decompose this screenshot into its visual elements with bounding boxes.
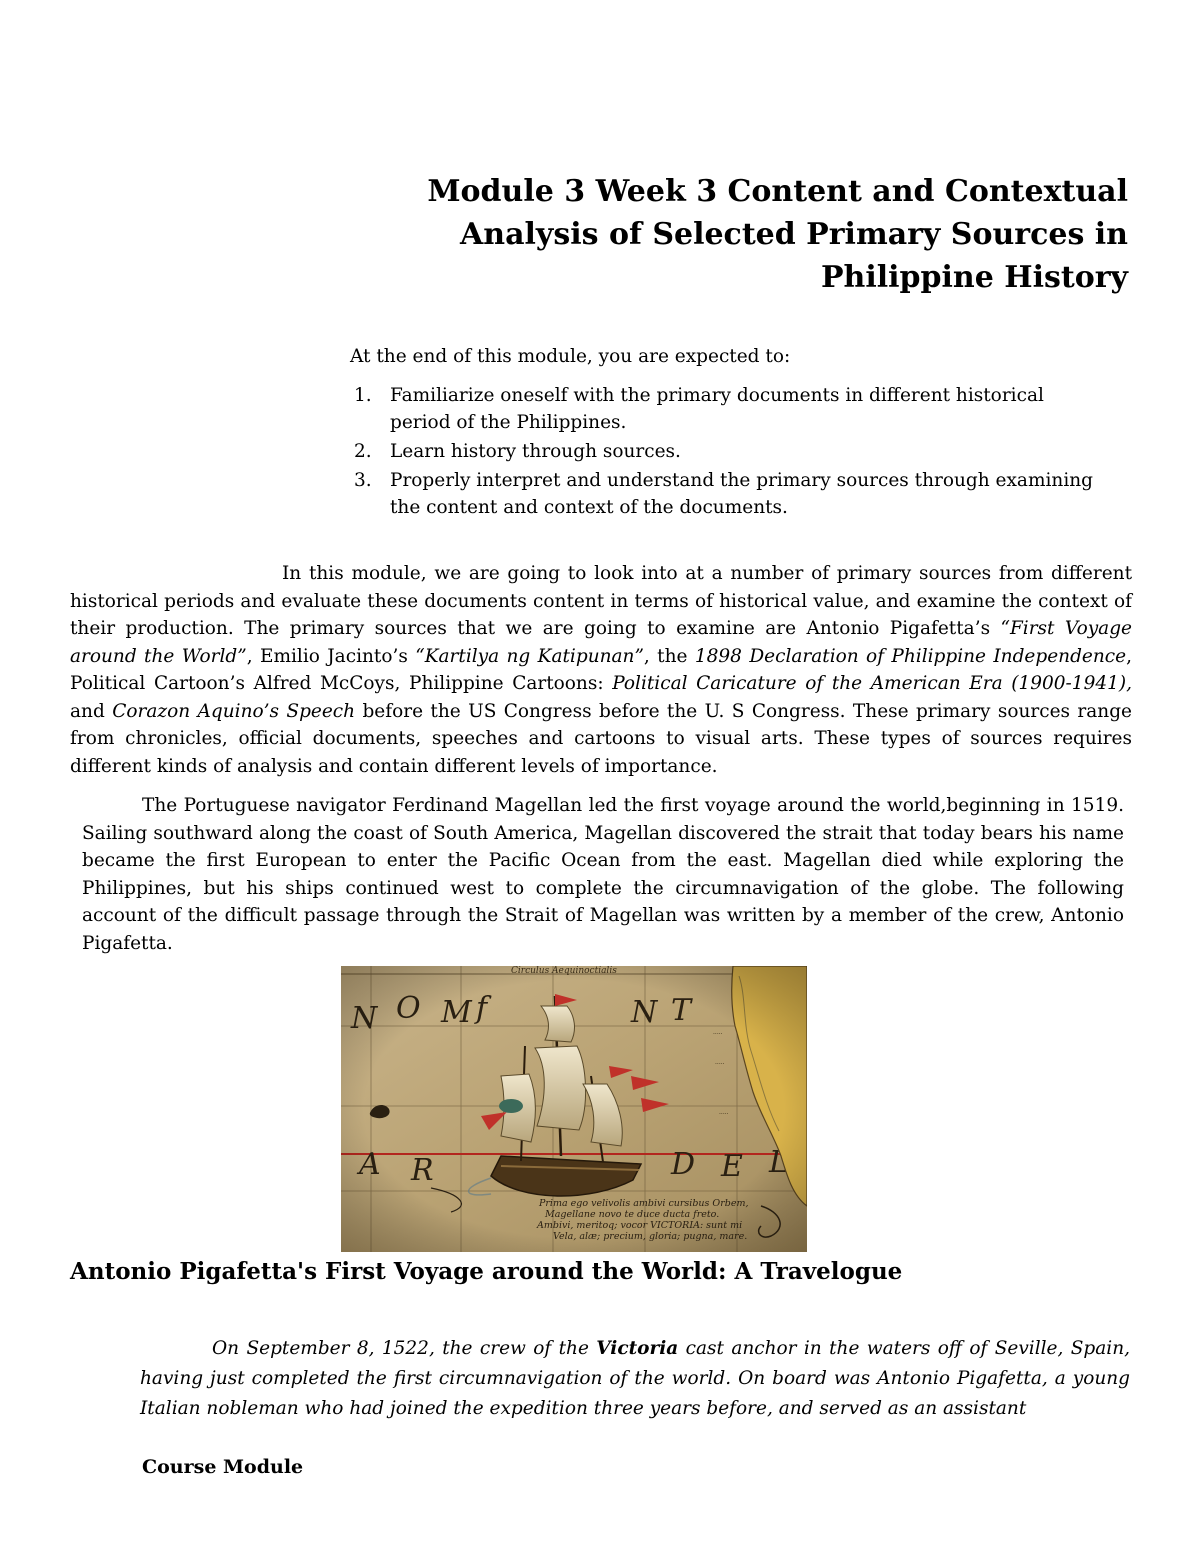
text-run: and: [70, 700, 113, 722]
paragraph-text: The Portuguese navigator Ferdinand Magellan led the first voyage around the world,beginning in 1519. Sailing southward along the coast of South America, Magellan discovered the strait that today bears his name became the first European to enter the Pacific Ocean from the east. Magellan died while exploring the Philippines, but his ships continued west to complete the circumnavigation of the globe. The following account of the difficult passage through the Strait of Magellan was written by a member of the crew, Antonio Pigafetta.: [82, 795, 1124, 954]
objectives-list: [350, 382, 1110, 521]
text-run: cast anchor in the waters off of Seville, Spain, having just completed the first circumnavigation of the world. On board was Antonio Pigafetta, a young Italian nobleman who had joined the expedition three years before, and served as an assistant: [140, 1338, 1130, 1419]
ship-name: Victoria: [596, 1338, 679, 1359]
text-run: On September 8, 1522, the crew of the: [212, 1338, 597, 1359]
list-item-text: Properly interpret and understand the primary sources through examining the content and context of the documents.: [390, 470, 1093, 518]
list-item-text: Familiarize oneself with the primary documents in different historical period of the Philippines.: [390, 385, 1044, 433]
source-title: Political Caricature of the American Era (1900-1941),: [612, 673, 1132, 694]
list-number: 3.: [354, 470, 372, 491]
objectives-intro: At the end of this module, you are expected to:: [350, 346, 791, 367]
source-title: “First Voyage around the World”: [70, 618, 1132, 667]
text-run: In this module, we are going to look into at a number of primary sources from different historical periods and evaluate these documents content in terms of historical value, and examine the context of their production. The primary sources that we are going to examine are Antonio Pigafetta’s: [70, 563, 1132, 639]
text-run: , Political Cartoon’s Alfred McCoys, Philippine Cartoons:: [70, 645, 1132, 694]
travelogue-paragraph: [140, 1334, 1130, 1424]
magellan-paragraph: [82, 792, 1124, 957]
source-title: 1898 Declaration of Philippine Independence: [694, 645, 1127, 667]
antique-map-figure: [341, 966, 807, 1252]
source-title: Corazon Aquino’s Speech: [112, 700, 356, 722]
title-line: Module 3 Week 3 Content and Contextual: [427, 174, 1128, 209]
list-number: 1.: [354, 385, 372, 406]
text-run: , Emilio Jacinto’s: [246, 645, 416, 667]
list-item-text: Learn history through sources.: [390, 441, 681, 462]
victoria-ship-map-image: [341, 966, 807, 1252]
title-line: Analysis of Selected Primary Sources in: [459, 217, 1128, 252]
intro-paragraph: [70, 560, 1132, 780]
source-title: “Kartilya ng Katipunan”: [415, 645, 644, 667]
list-number: 2.: [354, 441, 372, 462]
list-item: [350, 382, 1110, 436]
text-run: before the US Congress before the U. S Congress. These primary sources range from chronicles, official documents, speeches and cartoons to visual arts. These types of sources requires different kinds of analysis and contain different levels of importance.: [70, 700, 1132, 777]
title-line: Philippine History: [821, 260, 1128, 295]
text-run: , the: [643, 645, 695, 667]
learning-objectives: [350, 344, 1110, 523]
list-item: [350, 467, 1110, 521]
list-item: [350, 438, 1110, 465]
page-title: [368, 170, 1128, 299]
footer-label: Course Module: [142, 1456, 304, 1478]
section-heading: Antonio Pigafetta's First Voyage around the World: A Travelogue: [70, 1258, 903, 1285]
